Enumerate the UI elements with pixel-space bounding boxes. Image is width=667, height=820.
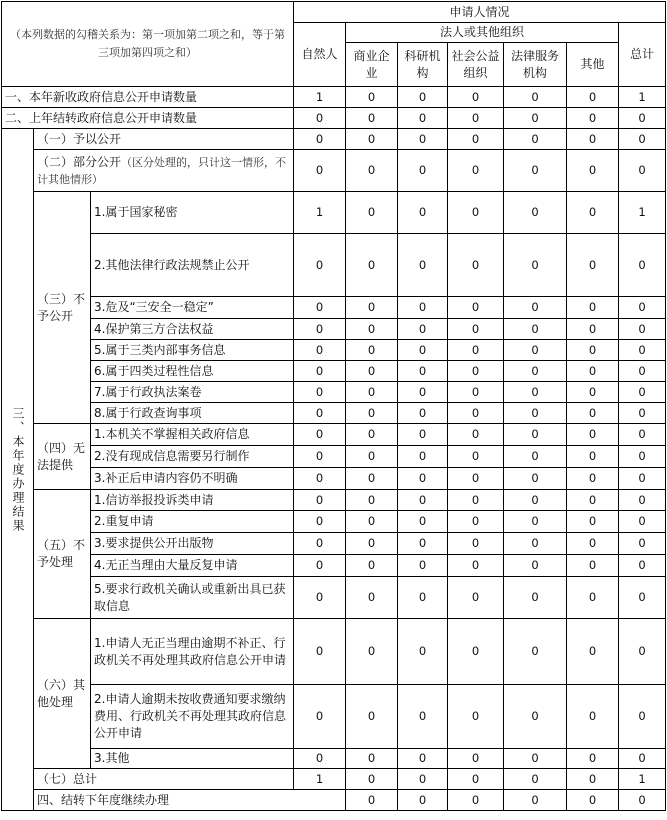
cell-natural: 0: [346, 790, 398, 811]
cell-other: 0: [567, 108, 619, 129]
row-label: 4.无正当理由大量反复申请: [91, 555, 294, 577]
row-label: 6.属于四类过程性信息: [91, 361, 294, 382]
category-note: （区分处理的，只计这一情形，不计其他情形）: [37, 155, 287, 186]
row-label: 3.危及“三安全一稳定”: [91, 297, 294, 319]
cell-other: 0: [567, 577, 619, 619]
cell-commercial: 0: [346, 424, 398, 446]
cell-social: 0: [448, 234, 504, 297]
cell-commercial: 0: [346, 468, 398, 490]
cell-social: 0: [448, 340, 504, 361]
category-label: （五）不予处理: [34, 490, 91, 619]
cell-legal-service: 0: [504, 297, 567, 319]
cell-social: 0: [448, 446, 504, 468]
cell-research: 0: [398, 403, 448, 424]
cell-research: 0: [398, 468, 448, 490]
cell-research: 0: [398, 340, 448, 361]
cell-social: 0: [448, 424, 504, 446]
cell-total: 0: [619, 685, 666, 749]
row-label: 5.属于三类内部事务信息: [91, 340, 294, 361]
cell-research: 0: [398, 297, 448, 319]
cell-commercial: 0: [346, 129, 398, 150]
total-header: 总计: [619, 23, 666, 87]
cell-research: 0: [398, 150, 448, 192]
row-label: 1.信访举报投诉类申请: [91, 490, 294, 511]
cell-other: 0: [567, 340, 619, 361]
cell-commercial: 0: [346, 108, 398, 129]
gov-info-disclosure-table: [1, 1, 666, 811]
cell-total: 0: [619, 403, 666, 424]
cell-legal-service: 0: [504, 403, 567, 424]
cell-commercial: 0: [346, 769, 398, 790]
category-main: （二）部分公开: [37, 154, 122, 169]
cell-legal-service: 0: [504, 577, 567, 619]
cell-social: 0: [448, 619, 504, 685]
row-label: 1.申请人无正当理由逾期不补正、行政机关不再处理其政府信息公开申请: [91, 619, 294, 685]
table-row: [2, 192, 666, 234]
table-row: [2, 533, 666, 555]
cell-legal-service: 0: [504, 490, 567, 511]
cell-social: 0: [448, 555, 504, 577]
cell-commercial: 0: [346, 749, 398, 769]
cell-other: 0: [567, 468, 619, 490]
cell-legal-service: 0: [504, 619, 567, 685]
cell-commercial: 0: [346, 297, 398, 319]
cell-total: 0: [619, 361, 666, 382]
cell-legal-service: 0: [504, 424, 567, 446]
cell-other: 0: [567, 490, 619, 511]
table-row: [2, 340, 666, 361]
cell-commercial: 0: [346, 319, 398, 340]
row-label: 7.属于行政执法案卷: [91, 382, 294, 403]
cell-other: 0: [567, 234, 619, 297]
category-label: [34, 150, 294, 192]
section-3-label: 三、本年度办理结果: [2, 129, 34, 811]
cell-social: 0: [448, 403, 504, 424]
cell-commercial: 0: [346, 403, 398, 424]
cell-natural: 1: [294, 192, 346, 234]
research-header: 科研机构: [398, 43, 448, 87]
table-row: [2, 511, 666, 533]
cell-total: 0: [619, 555, 666, 577]
table-row: [2, 490, 666, 511]
legal-group-header: 法人或其他组织: [346, 23, 619, 43]
row-label: 3.其他: [91, 749, 294, 769]
cell-total: 0: [619, 340, 666, 361]
cell-research: 0: [398, 319, 448, 340]
cell-natural: 0: [294, 424, 346, 446]
cell-commercial: 0: [346, 361, 398, 382]
cell-natural: 0: [294, 340, 346, 361]
cell-other: 0: [567, 192, 619, 234]
cell-natural: 0: [294, 511, 346, 533]
cell-research: 0: [398, 685, 448, 749]
row-label: 1.属于国家秘密: [91, 192, 294, 234]
cell-natural: 0: [294, 685, 346, 749]
cell-legal-service: 0: [504, 533, 567, 555]
cell-total: 0: [619, 150, 666, 192]
cell-legal-service: 0: [504, 769, 567, 790]
cell-total: 0: [619, 319, 666, 340]
cell-research: 0: [398, 490, 448, 511]
cell-natural: 0: [294, 108, 346, 129]
cell-social: 0: [448, 108, 504, 129]
cell-total: 1: [619, 769, 666, 790]
table-row: [2, 234, 666, 297]
row-label: 3.要求提供公开出版物: [91, 533, 294, 555]
row-label: 2.没有现成信息需要另行制作: [91, 446, 294, 468]
cell-other: 0: [567, 319, 619, 340]
cell-research: 0: [398, 769, 448, 790]
cell-legal-service: 0: [504, 382, 567, 403]
row-label: 2.申请人逾期未按收费通知要求缴纳费用、行政机关不再处理其政府信息公开申请: [91, 685, 294, 749]
cell-other: 0: [567, 685, 619, 749]
table-row: [2, 685, 666, 749]
cell-total: 0: [619, 108, 666, 129]
cell-legal-service: 0: [504, 234, 567, 297]
cell-social: 0: [448, 533, 504, 555]
cell-legal-service: 0: [504, 446, 567, 468]
cell-research: 0: [398, 533, 448, 555]
cell-total: 0: [619, 619, 666, 685]
cell-total: 0: [619, 297, 666, 319]
cell-commercial: 0: [346, 619, 398, 685]
cell-commercial: 0: [346, 490, 398, 511]
cell-research: 0: [398, 108, 448, 129]
cell-research: 0: [398, 446, 448, 468]
cell-legal-service: 0: [504, 87, 567, 108]
row-label: 1.本机关不掌握相关政府信息: [91, 424, 294, 446]
cell-natural: 0: [294, 297, 346, 319]
cell-social: 0: [448, 150, 504, 192]
other-header: 其他: [567, 43, 619, 87]
natural-person-header: 自然人: [294, 23, 346, 87]
applicant-header: 申请人情况: [294, 2, 666, 23]
cell-total: 0: [619, 446, 666, 468]
cell-other: 0: [567, 533, 619, 555]
cell-natural: 0: [294, 533, 346, 555]
cell-total: 0: [619, 749, 666, 769]
cell-other: 0: [567, 511, 619, 533]
cell-social: 0: [448, 382, 504, 403]
row-label: 2.其他法律行政法规禁止公开: [91, 234, 294, 297]
cell-other: 0: [567, 150, 619, 192]
cell-legal-service: 0: [504, 555, 567, 577]
table-row: [2, 790, 666, 811]
table-row: [2, 468, 666, 490]
cell-commercial: 0: [346, 533, 398, 555]
cell-commercial: 0: [346, 150, 398, 192]
cell-natural: 0: [294, 749, 346, 769]
cell-natural: 1: [294, 769, 346, 790]
cell-natural: 0: [294, 619, 346, 685]
cell-legal-service: 0: [504, 468, 567, 490]
cell-natural: 0: [294, 490, 346, 511]
legal-service-header: 法律服务机构: [504, 43, 567, 87]
row-label: 一、本年新收政府信息公开申请数量: [2, 87, 294, 108]
cell-commercial: 0: [346, 555, 398, 577]
cell-social: 0: [448, 192, 504, 234]
cell-commercial: 0: [346, 382, 398, 403]
cell-research: 0: [398, 361, 448, 382]
cell-other: 0: [567, 769, 619, 790]
cell-total: 0: [619, 577, 666, 619]
cell-legal-service: 0: [504, 685, 567, 749]
cell-commercial: 0: [398, 790, 448, 811]
category-label: （六）其他处理: [34, 619, 91, 769]
cell-total: 0: [619, 533, 666, 555]
cell-social: 0: [448, 87, 504, 108]
table-row: [2, 319, 666, 340]
cell-other: 0: [567, 619, 619, 685]
cell-total: 0: [619, 234, 666, 297]
table-row: [2, 297, 666, 319]
cell-total: 0: [619, 129, 666, 150]
table-row: [2, 129, 666, 150]
cell-legal-service: 0: [504, 511, 567, 533]
cell-social: 0: [448, 685, 504, 749]
commercial-header: 商业企业: [346, 43, 398, 87]
category-label: （一）予以公开: [34, 129, 294, 150]
cell-natural: 0: [294, 234, 346, 297]
table-row: [2, 108, 666, 129]
cell-other: 0: [567, 446, 619, 468]
cell-legal-service: 0: [567, 790, 619, 811]
cell-other: 0: [567, 129, 619, 150]
cell-other: 0: [567, 424, 619, 446]
cell-commercial: 0: [346, 685, 398, 749]
cell-natural: 0: [294, 382, 346, 403]
cell-social: 0: [448, 577, 504, 619]
cell-commercial: 0: [346, 340, 398, 361]
cell-total: 0: [619, 511, 666, 533]
cell-social: 0: [448, 319, 504, 340]
table-note: （本列数据的勾稽关系为：第一项加第二项之和，等于第三项加第四项之和）: [2, 2, 294, 87]
cell-total: 0: [619, 382, 666, 403]
cell-natural: 0: [294, 555, 346, 577]
cell-other: 0: [619, 790, 666, 811]
table-row: [2, 446, 666, 468]
cell-legal-service: 0: [504, 319, 567, 340]
cell-legal-service: 0: [504, 361, 567, 382]
cell-natural: 0: [294, 129, 346, 150]
table-row: [2, 150, 666, 192]
cell-other: 0: [567, 749, 619, 769]
table-row: [2, 749, 666, 769]
cell-research: 0: [398, 234, 448, 297]
cell-natural: 0: [294, 577, 346, 619]
cell-other: 0: [567, 403, 619, 424]
cell-research: 0: [398, 424, 448, 446]
cell-total: 0: [619, 490, 666, 511]
cell-other: 0: [567, 361, 619, 382]
cell-legal-service: 0: [504, 129, 567, 150]
row-label: 四、结转下年度继续办理: [34, 790, 346, 811]
table-row: [2, 87, 666, 108]
cell-research: 0: [398, 511, 448, 533]
table-row: [2, 361, 666, 382]
cell-social: 0: [448, 468, 504, 490]
table-row: [2, 769, 666, 790]
cell-other: 0: [567, 87, 619, 108]
cell-research: 0: [398, 555, 448, 577]
table-row: [2, 619, 666, 685]
cell-social: 0: [504, 790, 567, 811]
cell-research: 0: [448, 790, 504, 811]
cell-commercial: 0: [346, 446, 398, 468]
cell-total: 0: [619, 468, 666, 490]
cell-other: 0: [567, 555, 619, 577]
cell-legal-service: 0: [504, 340, 567, 361]
cell-natural: 0: [294, 319, 346, 340]
cell-commercial: 0: [346, 87, 398, 108]
cell-natural: 0: [294, 446, 346, 468]
category-label: （三）不予公开: [34, 192, 91, 424]
row-label: 5.要求行政机关确认或重新出具已获取信息: [91, 577, 294, 619]
cell-legal-service: 0: [504, 108, 567, 129]
row-label: 8.属于行政查询事项: [91, 403, 294, 424]
row-label: 2.重复申请: [91, 511, 294, 533]
cell-natural: 0: [294, 468, 346, 490]
category-label: （四）无法提供: [34, 424, 91, 490]
cell-total: 1: [619, 192, 666, 234]
cell-total: 0: [619, 424, 666, 446]
row-label: 3.补正后申请内容仍不明确: [91, 468, 294, 490]
cell-research: 0: [398, 192, 448, 234]
cell-commercial: 0: [346, 577, 398, 619]
cell-natural: 1: [294, 87, 346, 108]
cell-social: 0: [448, 749, 504, 769]
cell-commercial: 0: [346, 511, 398, 533]
cell-social: 0: [448, 129, 504, 150]
cell-natural: 0: [294, 150, 346, 192]
cell-legal-service: 0: [504, 192, 567, 234]
cell-total: 1: [619, 87, 666, 108]
cell-research: 0: [398, 749, 448, 769]
cell-social: 0: [448, 511, 504, 533]
table-row: [2, 403, 666, 424]
cell-commercial: 0: [346, 192, 398, 234]
table-row: [2, 424, 666, 446]
cell-research: 0: [398, 129, 448, 150]
cell-social: 0: [448, 490, 504, 511]
cell-other: 0: [567, 382, 619, 403]
cell-research: 0: [398, 382, 448, 403]
cell-legal-service: 0: [504, 749, 567, 769]
cell-social: 0: [448, 297, 504, 319]
table-row: [2, 577, 666, 619]
cell-other: 0: [567, 297, 619, 319]
cell-social: 0: [448, 361, 504, 382]
cell-social: 0: [448, 769, 504, 790]
cell-natural: 0: [294, 403, 346, 424]
cell-legal-service: 0: [504, 150, 567, 192]
table-row: [2, 382, 666, 403]
cell-research: 0: [398, 619, 448, 685]
cell-commercial: 0: [346, 234, 398, 297]
cell-research: 0: [398, 87, 448, 108]
social-header: 社会公益组织: [448, 43, 504, 87]
category-label: （七）总计: [34, 769, 294, 790]
cell-natural: 0: [294, 361, 346, 382]
table-row: [2, 555, 666, 577]
cell-research: 0: [398, 577, 448, 619]
row-label: 二、上年结转政府信息公开申请数量: [2, 108, 294, 129]
row-label: 4.保护第三方合法权益: [91, 319, 294, 340]
